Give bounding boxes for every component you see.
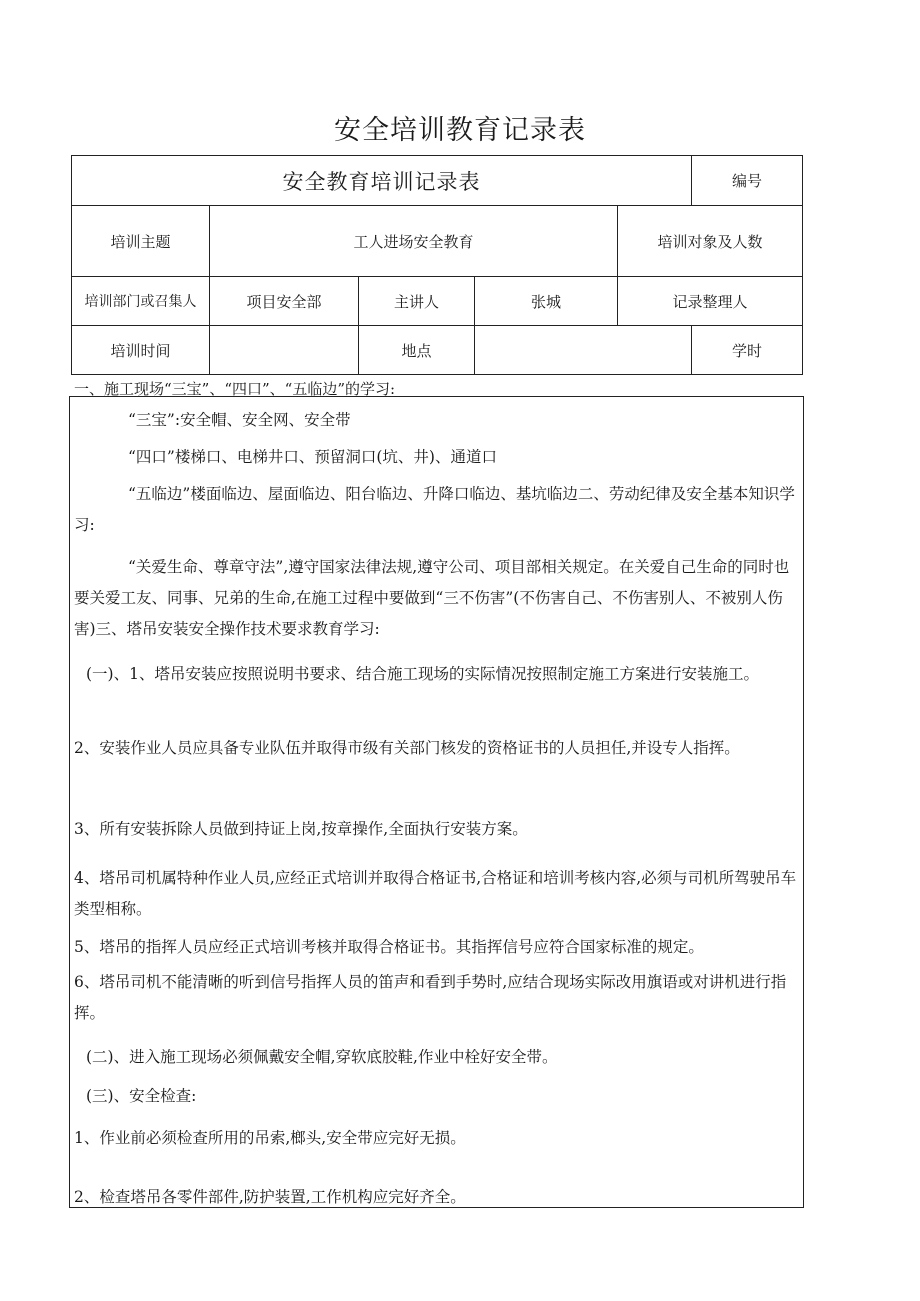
target-label: 培训对象及人数 [618,206,803,277]
record-info-table [71,155,803,375]
topic-value[interactable]: 工人进场安全教育 [210,206,618,277]
training-content-box [69,396,804,1208]
list-item: (一)、1、塔吊安装应按照说明书要求、结合施工现场的实际情况按照制定施工方案进行安装施工。 [86,665,759,683]
list-item: 5、塔吊的指挥人员应经正式培训考核并取得合格证书。其指挥信号应符合国家标准的规定。 [74,938,704,956]
list-item: (三)、安全检查: [86,1087,197,1105]
list-item: “四口”楼梯口、电梯井口、预留洞口(坑、井)、通道口 [128,448,497,466]
recorder-label: 记录整理人 [618,277,803,326]
place-label: 地点 [359,326,475,375]
document-title: 安全培训教育记录表 [334,115,586,146]
speaker-value[interactable]: 张城 [475,277,618,326]
list-item: 3、所有安装拆除人员做到持证上岗,按章操作,全面执行安装方案。 [74,820,528,838]
list-item: 2、安装作业人员应具备专业队伍并取得市级有关部门核发的资格证书的人员担任,并设专人指挥。 [74,739,740,757]
list-item: 2、检查塔吊各零件部件,防护装置,工作机构应完好齐全。 [74,1188,466,1206]
list-item: “三宝”:安全帽、安全网、安全带 [128,411,351,429]
table-row [72,206,803,277]
list-item: 4、塔吊司机属特种作业人员,应经正式培训并取得合格证书,合格证和培训考核内容,必须与司机所驾驶吊车类型相称。 [74,869,797,918]
form-header-cell: 安全教育培训记录表 [72,156,692,206]
table-row [72,277,803,326]
list-item: (二)、进入施工现场必须佩戴安全帽,穿软底胶鞋,作业中栓好安全带。 [86,1048,558,1066]
time-label: 培训时间 [72,326,210,375]
list-item: 1、作业前必须检查所用的吊索,榔头,安全带应完好无损。 [74,1129,466,1147]
speaker-label: 主讲人 [359,277,475,326]
dept-label: 培训部门或召集人 [72,277,210,326]
table-row [72,156,803,206]
time-value[interactable] [210,326,359,375]
list-item: “关爱生命、尊章守法”,遵守国家法律法规,遵守公司、项目部相关规定。在关爱自己生命的同时也要关爱工友、同事、兄弟的生命,在施工过程中要做到“三不伤害”(不伤害自己、不伤害别人、不被别人伤害)三、塔吊安装安全操作技术要求教育学习: [74,558,790,638]
topic-label: 培训主题 [72,206,210,277]
section-heading: 一、施工现场“三宝”、“四口”、“五临边”的学习: [74,380,396,398]
number-label: 编号 [692,156,803,206]
hours-label: 学时 [692,326,803,375]
table-row [72,326,803,375]
list-item: 6、塔吊司机不能清晰的听到信号指挥人员的笛声和看到手势时,应结合现场实际改用旗语或对讲机进行指挥。 [74,973,787,1022]
place-value[interactable] [475,326,692,375]
list-item: “五临边”楼面临边、屋面临边、阳台临边、升降口临边、基坑临边二、劳动纪律及安全基本知识学习: [74,485,795,534]
dept-value[interactable]: 项目安全部 [210,277,359,326]
